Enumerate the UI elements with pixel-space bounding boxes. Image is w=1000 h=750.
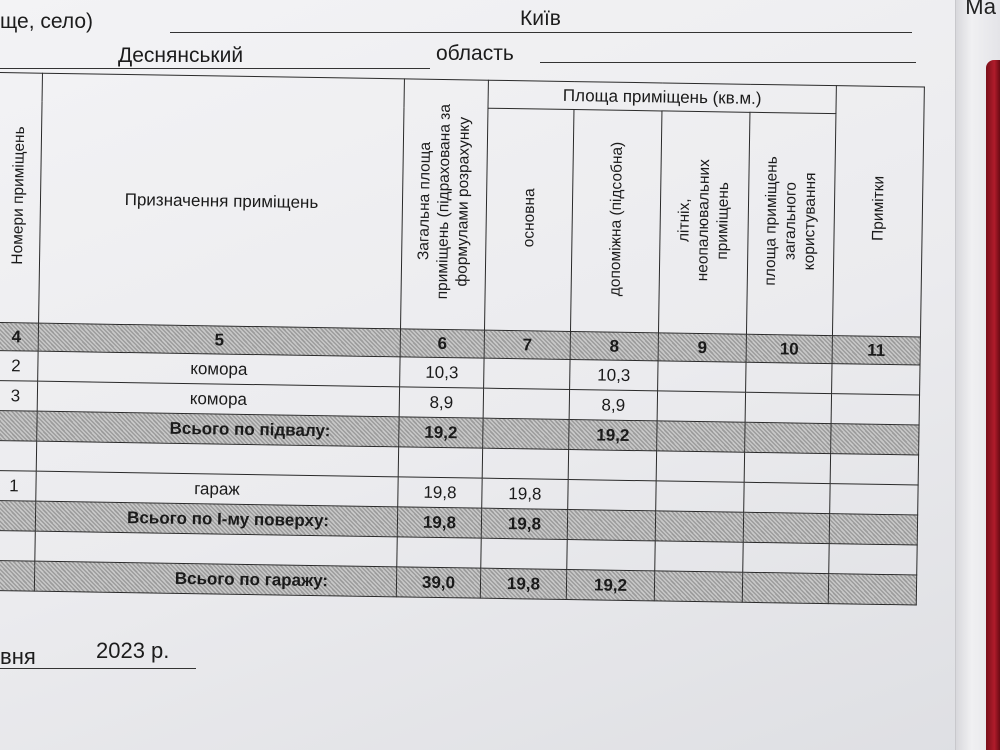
district-underline bbox=[0, 68, 430, 69]
date-month-fragment: вня bbox=[0, 644, 36, 669]
cell-aux-area bbox=[568, 450, 656, 481]
red-folder-cover bbox=[986, 60, 1000, 750]
cell-number bbox=[0, 530, 35, 561]
cell-common-area bbox=[742, 572, 828, 603]
cell-number bbox=[0, 440, 37, 471]
col-header-area-group: Площа приміщень (кв.м.) bbox=[488, 80, 836, 113]
cell-total-area bbox=[397, 537, 481, 568]
col-header-auxiliary: допоміжна (підсобна) bbox=[570, 110, 661, 333]
cell-summer-area bbox=[656, 451, 744, 482]
cell-aux-area: 19,2 bbox=[569, 420, 657, 451]
cell-total-area: 8,9 bbox=[399, 387, 483, 418]
cell-notes bbox=[830, 484, 918, 515]
cell-purpose: комора bbox=[38, 351, 400, 387]
city-underline bbox=[170, 32, 912, 33]
cell-common-area bbox=[745, 422, 831, 453]
cell-notes bbox=[829, 544, 917, 575]
edge-text: Ма bbox=[965, 0, 996, 19]
cell-total-area: 19,8 bbox=[398, 477, 482, 508]
cell-total-area bbox=[398, 447, 482, 478]
cell-summer-area bbox=[654, 571, 742, 602]
cell-aux-area: 8,9 bbox=[569, 390, 657, 421]
cell-common-area bbox=[744, 452, 830, 483]
region-label: область bbox=[436, 42, 514, 65]
col-header-total-area: Загальна площа приміщень (підрахована за формулами розрахунку bbox=[401, 79, 489, 330]
city-value: Київ bbox=[520, 7, 561, 30]
cell-common-area bbox=[743, 512, 829, 543]
cell-common-area bbox=[746, 362, 832, 393]
cell-main-area bbox=[484, 358, 570, 389]
cell-common-area bbox=[745, 392, 831, 423]
cell-total-area: 19,8 bbox=[397, 507, 481, 538]
cell-summer-area bbox=[658, 361, 746, 392]
cell-main-area bbox=[482, 448, 568, 479]
index-cell: 5 bbox=[38, 323, 400, 357]
index-cell: 7 bbox=[484, 330, 570, 359]
cell-number: 1 bbox=[0, 470, 36, 501]
premises-table bbox=[0, 72, 925, 605]
cell-number bbox=[0, 560, 35, 591]
cell-notes bbox=[831, 394, 919, 425]
cell-main-area: 19,8 bbox=[481, 508, 567, 539]
cell-common-area bbox=[743, 542, 829, 573]
cell-aux-area bbox=[567, 510, 655, 541]
cell-common-area bbox=[744, 482, 830, 513]
district-value: Деснянський bbox=[118, 44, 244, 67]
cell-summer-area bbox=[657, 391, 745, 422]
cell-main-area bbox=[481, 538, 567, 569]
cell-notes bbox=[828, 574, 916, 605]
cell-aux-area bbox=[567, 539, 655, 570]
cell-total-area: 10,3 bbox=[400, 357, 484, 388]
cell-notes bbox=[830, 454, 918, 485]
cell-total-area: 39,0 bbox=[396, 567, 480, 598]
cell-notes bbox=[832, 364, 920, 395]
cell-summer-area bbox=[655, 511, 743, 542]
cell-notes bbox=[831, 424, 919, 455]
col-header-purpose: Призначення приміщень bbox=[39, 73, 405, 329]
index-cell: 4 bbox=[0, 322, 39, 351]
settlement-type-label: ще, село) bbox=[0, 10, 94, 33]
cell-main-area bbox=[483, 388, 569, 419]
cell-main-area: 19,8 bbox=[482, 478, 568, 509]
index-cell: 8 bbox=[570, 332, 658, 361]
index-cell: 10 bbox=[746, 334, 832, 363]
cell-number: 3 bbox=[0, 380, 38, 411]
col-header-notes: Примітки bbox=[832, 86, 924, 337]
cell-summer-area bbox=[656, 481, 744, 512]
cell-total-area: 19,2 bbox=[399, 417, 483, 448]
index-cell: 9 bbox=[658, 333, 746, 362]
cell-purpose: Всього по гаражу: bbox=[34, 561, 396, 597]
cell-purpose: комора bbox=[37, 381, 399, 417]
cell-purpose: гараж bbox=[36, 471, 398, 507]
cell-number: 2 bbox=[0, 350, 38, 381]
col-header-main: основна bbox=[485, 108, 574, 331]
date-underline bbox=[0, 668, 196, 669]
date-year: 2023 р. bbox=[96, 638, 170, 663]
cell-notes bbox=[829, 514, 917, 545]
cell-aux-area: 19,2 bbox=[566, 569, 654, 600]
cell-purpose: Всього по I-му поверху: bbox=[35, 501, 397, 537]
cell-summer-area bbox=[655, 541, 743, 572]
region-underline bbox=[540, 62, 916, 63]
index-cell: 6 bbox=[400, 329, 484, 358]
cell-aux-area bbox=[568, 480, 656, 511]
cell-summer-area bbox=[657, 421, 745, 452]
index-cell: 11 bbox=[832, 336, 920, 365]
cell-number bbox=[0, 500, 36, 531]
cell-purpose: Всього по підвалу: bbox=[37, 411, 399, 447]
col-header-number: Номери приміщень bbox=[0, 73, 42, 324]
cell-aux-area: 10,3 bbox=[570, 360, 658, 391]
cell-main-area bbox=[483, 418, 569, 449]
col-header-summer: літніх, неопалювальних приміщень bbox=[658, 111, 749, 334]
cell-main-area: 19,8 bbox=[480, 568, 566, 599]
col-header-common: площа приміщень загального користування bbox=[746, 112, 835, 335]
cell-number bbox=[0, 410, 37, 441]
